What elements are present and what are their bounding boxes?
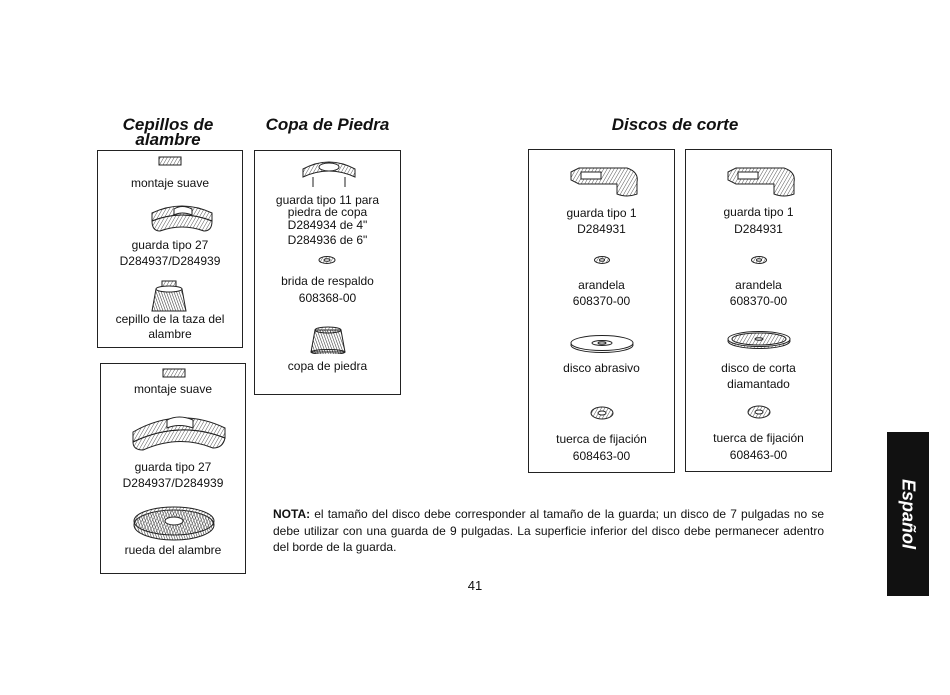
label-tuerca-l2: 608463-00 [572, 449, 631, 463]
label-montaje: montaje suave [133, 382, 213, 396]
heading-cepillos-line2: alambre [135, 130, 201, 149]
box-copa [254, 150, 401, 395]
label-guarda-l1: guarda tipo 11 para [275, 193, 380, 207]
label-guarda-l1: guarda tipo 1 [723, 205, 794, 219]
lock-nut-icon [589, 405, 615, 421]
note-label: NOTA: [273, 507, 311, 521]
label-guarda-l2: D284937/D284939 [122, 476, 224, 490]
guard-type1-icon [724, 166, 798, 200]
guard-type27-icon [127, 410, 231, 452]
label-arandela-l2: 608370-00 [572, 294, 631, 308]
language-tab [887, 432, 929, 596]
page-number: 41 [467, 578, 483, 593]
label-disco-l2: diamantado [727, 377, 790, 391]
note-paragraph [273, 506, 824, 556]
guard-type1-icon [567, 166, 641, 200]
box-rueda [100, 363, 246, 574]
label-guarda-l2: D284931 [577, 222, 626, 236]
cup-brush-icon [146, 279, 192, 313]
label-guarda-l1: guarda tipo 27 [134, 460, 212, 474]
backing-flange-icon [317, 255, 337, 265]
label-guarda-l3: D284934 de 4" [287, 218, 368, 232]
label-guarda-l1: guarda tipo 1 [566, 206, 637, 220]
label-disco: disco abrasivo [563, 361, 640, 375]
lock-nut-icon [746, 404, 772, 420]
soft-mount-icon [162, 367, 186, 379]
label-copa: copa de piedra [287, 359, 368, 373]
label-montaje: montaje suave [130, 176, 210, 190]
box-abrasivo [528, 149, 675, 473]
label-disco-l1: disco de corta [721, 361, 796, 375]
wire-wheel-icon [131, 503, 217, 543]
label-guarda-l2: D284937/D284939 [119, 254, 221, 268]
label-guarda-l4: D284936 de 6" [287, 233, 368, 247]
guard-type11-icon [299, 155, 359, 191]
heading-copa: Copa de Piedra [265, 115, 390, 134]
label-rueda: rueda del alambre [124, 543, 222, 557]
guard-type27-icon [146, 201, 218, 233]
label-guarda-l1: guarda tipo 27 [131, 238, 209, 252]
note-text: el tamaño del disco debe corresponder al tamaño de la guarda; un disco de 7 pulgadas no se debe utilizar con una guarda de 9 pulgadas. La superficie inferior del disco debe permanecer adentro del borde de la guarda. [273, 507, 824, 554]
stone-cup-icon [307, 324, 349, 354]
diamond-disc-icon [726, 330, 792, 350]
language-tab-label: Español [898, 478, 919, 550]
label-tuerca-l2: 608463-00 [729, 448, 788, 462]
label-brida-l2: 608368-00 [298, 291, 357, 305]
washer-icon [593, 255, 611, 265]
box-cepillo-taza [97, 150, 243, 348]
label-guarda-l2: piedra de copa [287, 205, 368, 219]
label-tuerca-l1: tuerca de fijación [556, 432, 647, 446]
label-arandela-l2: 608370-00 [729, 294, 788, 308]
washer-icon [750, 255, 768, 265]
label-guarda-l2: D284931 [734, 222, 783, 236]
label-brida-l1: brida de respaldo [281, 274, 374, 288]
soft-mount-icon [158, 155, 182, 167]
label-tuerca-l1: tuerca de fijación [713, 431, 804, 445]
heading-discos: Discos de corte [611, 115, 739, 134]
box-diamantado [685, 149, 832, 472]
label-arandela-l1: arandela [578, 278, 625, 292]
heading-cepillos-line1: Cepillos de [122, 115, 214, 134]
label-cepillo-l1: cepillo de la taza del [115, 312, 225, 326]
heading-cepillos [108, 117, 228, 147]
label-cepillo-l2: alambre [148, 327, 192, 341]
label-arandela-l1: arandela [735, 278, 782, 292]
abrasive-disc-icon [569, 334, 635, 354]
